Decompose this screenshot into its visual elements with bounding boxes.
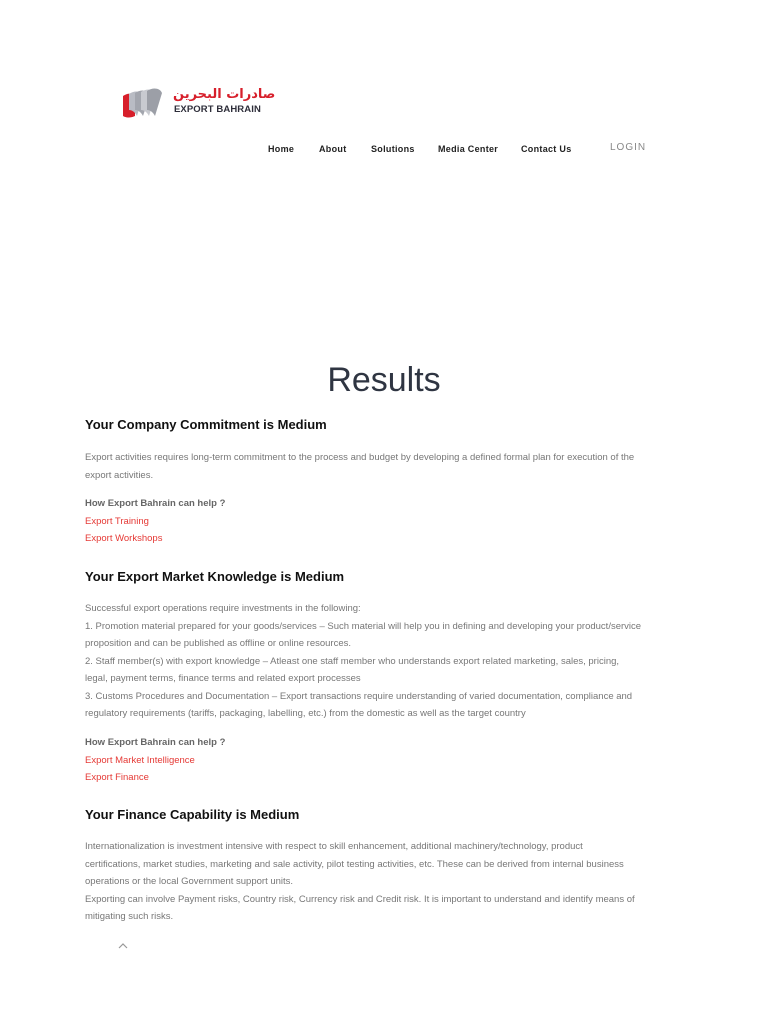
section-paragraph-finance-capability <box>85 838 695 926</box>
paragraph-line: proposition and can be published as offline or online resources. <box>85 638 351 649</box>
logo-english-text: EXPORT BAHRAIN <box>174 104 261 115</box>
link-export-training[interactable]: Export Training <box>85 516 149 527</box>
nav-contact-us[interactable]: Contact Us <box>521 144 572 154</box>
paragraph-line: 2. Staff member(s) with export knowledge – Atleast one staff member who understands export related marketing, sales, pricing, <box>85 655 620 667</box>
login-link[interactable]: LOGIN <box>610 142 647 153</box>
logo[interactable] <box>121 87 276 120</box>
paragraph-line: certifications, market studies, marketing and sale activity, pilot testing activities, etc. These can be derived from internal business <box>85 858 624 870</box>
paragraph-line: 1. Promotion material prepared for your goods/services – Such material will help you in defining and developing your product/service <box>85 620 642 632</box>
help-label: How Export Bahrain can help ? <box>85 498 226 509</box>
page-title: Results <box>327 361 441 399</box>
link-export-workshops[interactable]: Export Workshops <box>85 533 163 544</box>
paragraph-line: export activities. <box>85 469 154 481</box>
link-export-finance[interactable]: Export Finance <box>85 772 149 783</box>
paragraph-line: regulatory requirements (tariffs, packaging, labelling, etc.) from the domestic as well as the target country <box>85 708 526 719</box>
nav-home[interactable]: Home <box>268 144 295 154</box>
section-heading-market-knowledge: Your Export Market Knowledge is Medium <box>85 569 345 584</box>
section-paragraph-commitment <box>85 449 695 484</box>
nav-about[interactable]: About <box>319 144 347 154</box>
paragraph-line: Export activities requires long-term commitment to the process and budget by developing a defined formal plan for execution of the <box>85 452 635 463</box>
chevron-up-icon <box>117 941 129 951</box>
paragraph-line: Successful export operations require investments in the following: <box>85 603 361 614</box>
link-export-market-intelligence[interactable]: Export Market Intelligence <box>85 755 195 766</box>
section-heading-finance-capability: Your Finance Capability is Medium <box>85 807 300 822</box>
paragraph-line: legal, payment terms, finance terms and related export processes <box>85 673 361 684</box>
paragraph-line: 3. Customs Procedures and Documentation – Export transactions require understanding of varied documentation, compliance and <box>85 690 633 702</box>
paragraph-line: mitigating such risks. <box>85 911 174 922</box>
paragraph-line: Internationalization is investment intensive with respect to skill enhancement, additional machinery/technology, product <box>85 841 583 852</box>
scroll-to-top-button[interactable] <box>117 938 129 948</box>
section-paragraph-market-knowledge <box>85 600 695 723</box>
section-heading-commitment: Your Company Commitment is Medium <box>85 417 327 432</box>
logo-arabic-text: صادرات البحرين <box>173 87 276 102</box>
paragraph-line: Exporting can involve Payment risks, Country risk, Currency risk and Credit risk. It is important to understand and identify means of <box>85 893 635 905</box>
export-bahrain-logo-icon <box>121 88 169 120</box>
nav-media-center[interactable]: Media Center <box>438 144 499 154</box>
nav-solutions[interactable]: Solutions <box>371 144 415 154</box>
paragraph-line: operations or the local Government support units. <box>85 876 294 887</box>
help-label: How Export Bahrain can help ? <box>85 737 226 748</box>
